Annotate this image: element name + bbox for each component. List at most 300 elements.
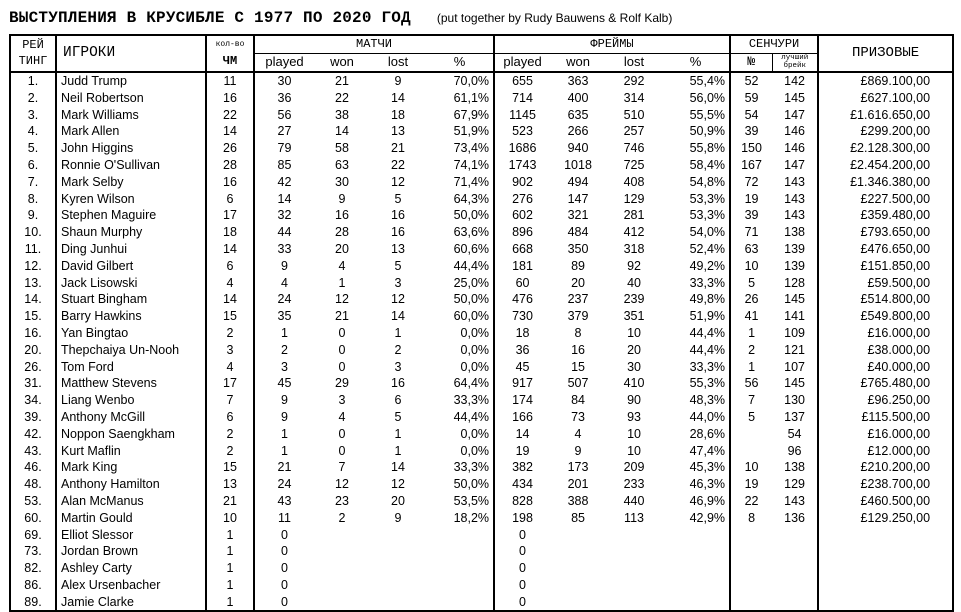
championships-cell: 16 [206,89,254,106]
matches-pct-cell: 60,6% [426,241,494,258]
frames-pct-cell [662,593,730,611]
matches-lost-cell: 14 [391,90,405,105]
matches-lost-cell [370,526,426,543]
best-break-cell: 54 [772,425,818,442]
matches-won-cell [314,526,370,543]
matches-pct-cell: 50,0% [426,291,494,308]
matches-lost-cell: 12 [391,174,405,189]
matches-lost-cell: 3 [394,359,402,374]
frames-pct-cell: 55,3% [662,375,730,392]
centuries-count-cell [730,425,772,442]
name-cell: Shaun Murphy [56,224,206,241]
table-row [10,224,953,241]
page-title: ВЫСТУПЛЕНИЯ В КРУСИБЛЕ С 1977 ПО 2020 ГОД [9,9,411,27]
rank-cell: 14. [10,291,56,308]
matches-played-cell: 0 [281,527,288,542]
frames-lost-cell: 10 [627,325,641,340]
matches-pct-cell: 74,1% [426,157,494,174]
prize-money-cell: £38.000,00 [818,341,953,358]
centuries-count-cell: 22 [744,493,759,508]
centuries-count-cell [730,593,772,611]
matches-won-cell: 0 [338,443,346,458]
frames-pct-cell: 58,4% [662,157,730,174]
table-row [10,476,953,493]
championships-cell: 6 [206,257,254,274]
matches-played-cell: 21 [277,460,292,475]
matches-pct-cell: 53,5% [426,493,494,510]
prize-money-cell: £59.500,00 [818,274,953,291]
prize-money-cell: £549.800,00 [818,308,953,325]
matches-pct-cell: 63,6% [426,224,494,241]
centuries-count-cell [730,560,772,577]
rank-cell: 39. [10,409,56,426]
header-frames-lost: lost [606,53,662,71]
frames-played-cell: 276 [512,191,533,206]
matches-won-cell: 12 [335,292,349,307]
frames-won-cell: 73 [571,409,585,424]
name-cell: Anthony McGill [56,409,206,426]
matches-played-cell: 2 [281,342,288,357]
frames-won-cell: 20 [571,275,585,290]
frames-played-cell: 382 [512,460,533,475]
championships-cell: 28 [206,157,254,174]
frames-played-cell: 668 [512,241,533,256]
frames-pct-cell: 45,3% [662,459,730,476]
frames-won-cell: 173 [567,460,589,475]
name-cell: Thepchaiya Un-Nooh [56,341,206,358]
name-cell: Jack Lisowski [56,274,206,291]
frames-lost-cell [606,526,662,543]
table-row [10,325,953,342]
table-body [10,72,953,612]
header-matches-pct: % [426,53,494,71]
matches-lost-cell: 16 [391,225,405,240]
frames-played-cell: 36 [515,342,530,357]
matches-won-cell: 12 [335,477,349,492]
matches-played-cell: 9 [281,258,288,273]
frames-played-cell: 0 [519,577,526,592]
table-row [10,89,953,106]
name-cell: John Higgins [56,140,206,157]
matches-lost-cell: 18 [391,107,405,122]
championships-cell: 1 [206,560,254,577]
matches-lost-cell [370,560,426,577]
frames-played-cell: 902 [512,174,533,189]
matches-pct-cell: 18,2% [426,509,494,526]
centuries-count-cell: 1 [748,325,756,340]
rank-cell: 1. [10,72,56,90]
matches-lost-cell: 1 [394,443,402,458]
matches-played-cell: 1 [281,325,288,340]
centuries-count-cell: 2 [748,342,756,357]
rank-cell: 26. [10,358,56,375]
frames-played-cell: 19 [515,443,530,458]
frames-played-cell: 198 [512,510,533,525]
frames-pct-cell: 46,9% [662,493,730,510]
matches-pct-cell: 0,0% [426,325,494,342]
frames-played-cell: 181 [512,258,533,273]
matches-pct-cell: 0,0% [426,442,494,459]
matches-won-cell: 23 [335,493,349,508]
frames-played-cell: 0 [519,527,526,542]
frames-won-cell: 15 [571,359,585,374]
rank-cell: 5. [10,140,56,157]
rank-cell: 7. [10,173,56,190]
championships-cell: 3 [206,341,254,358]
centuries-count-cell: 41 [744,309,759,324]
rank-cell: 86. [10,577,56,594]
matches-played-cell: 24 [277,477,292,492]
frames-won-cell: 8 [574,325,582,340]
header-matches: МАТЧИ [254,35,494,53]
frames-pct-cell [662,560,730,577]
frames-lost-cell: 113 [624,510,644,525]
best-break-cell: 139 [772,257,818,274]
header-row-groups [10,35,953,53]
frames-played-cell: 1145 [509,107,536,122]
frames-lost-cell: 318 [623,241,645,256]
centuries-count-cell: 71 [744,225,759,240]
rank-cell: 10. [10,224,56,241]
frames-won-cell: 507 [567,376,589,391]
matches-pct-cell: 0,0% [426,425,494,442]
header-best-break [772,53,818,71]
rank-cell: 46. [10,459,56,476]
frames-played-cell: 714 [512,90,533,105]
table-row [10,257,953,274]
matches-lost-cell: 6 [394,393,402,408]
frames-won-cell: 635 [567,107,589,122]
frames-lost-cell: 209 [623,460,645,475]
table-row [10,593,953,611]
prize-money-cell: £627.100,00 [818,89,953,106]
frames-won-cell: 85 [571,510,585,525]
matches-won-cell: 0 [338,325,346,340]
name-cell: Alan McManus [56,493,206,510]
frames-won-cell: 321 [567,208,589,223]
matches-lost-cell: 5 [394,191,402,206]
header-prize-money: ПРИЗОВЫЕ [818,35,953,72]
championships-cell: 4 [206,358,254,375]
matches-won-cell: 9 [338,191,346,206]
frames-played-cell: 14 [515,426,530,441]
table-row [10,72,953,90]
table-row [10,106,953,123]
matches-lost-cell: 14 [391,309,405,324]
frames-pct-cell: 50,9% [662,123,730,140]
championships-cell: 10 [206,509,254,526]
header-matches-won: won [314,53,370,71]
crucible-stats-table [9,34,954,612]
header-champ-line2: ЧМ [222,54,238,69]
table-row [10,560,953,577]
name-cell: Stephen Maguire [56,207,206,224]
table-row [10,425,953,442]
prize-money-cell: £793.650,00 [818,224,953,241]
rank-cell: 13. [10,274,56,291]
championships-cell: 22 [206,106,254,123]
matches-won-cell: 30 [335,174,349,189]
championships-cell: 1 [206,577,254,594]
best-break-cell: 143 [772,207,818,224]
rank-cell: 69. [10,526,56,543]
header-centuries: СЕНЧУРИ [730,35,818,53]
frames-lost-cell: 10 [627,426,641,441]
centuries-count-cell [730,442,772,459]
championships-cell: 15 [206,459,254,476]
frames-lost-cell: 30 [627,359,641,374]
matches-lost-cell: 9 [394,510,402,525]
matches-played-cell: 56 [277,107,292,122]
matches-played-cell: 35 [277,309,292,324]
matches-played-cell: 85 [277,157,292,172]
rank-cell: 48. [10,476,56,493]
centuries-count-cell: 63 [744,241,759,256]
matches-won-cell [314,543,370,560]
frames-played-cell: 60 [515,275,530,290]
name-cell: Mark King [56,459,206,476]
matches-won-cell [314,560,370,577]
header-players: ИГРОКИ [56,35,206,72]
matches-lost-cell: 20 [391,493,405,508]
best-break-cell: 147 [772,157,818,174]
frames-won-cell [550,593,606,611]
frames-lost-cell: 314 [623,90,645,105]
matches-lost-cell: 16 [391,208,405,223]
matches-won-cell: 0 [338,359,346,374]
frames-played-cell: 896 [512,225,533,240]
matches-played-cell: 33 [277,241,292,256]
header-frames: ФРЕЙМЫ [494,35,730,53]
centuries-count-cell: 5 [748,409,756,424]
rank-cell: 82. [10,560,56,577]
frames-won-cell [550,526,606,543]
frames-lost-cell: 90 [627,393,641,408]
name-cell: Stuart Bingham [56,291,206,308]
name-cell: Noppon Saengkham [56,425,206,442]
best-break-cell: 145 [772,291,818,308]
matches-played-cell: 1 [281,426,288,441]
name-cell: Anthony Hamilton [56,476,206,493]
centuries-count-cell: 7 [748,393,756,408]
centuries-count-cell: 54 [744,107,759,122]
matches-played-cell: 43 [277,493,292,508]
frames-lost-cell: 40 [627,275,641,290]
frames-lost-cell: 351 [623,309,645,324]
matches-won-cell: 1 [338,275,346,290]
frames-pct-cell: 42,9% [662,509,730,526]
rank-cell: 31. [10,375,56,392]
centuries-count-cell: 26 [744,292,759,307]
frames-lost-cell: 410 [623,376,645,391]
centuries-count-cell: 72 [744,174,759,189]
matches-lost-cell: 5 [394,258,402,273]
frames-won-cell: 379 [567,309,589,324]
matches-won-cell: 2 [338,510,346,525]
matches-pct-cell: 33,3% [426,459,494,476]
header-matches-lost: lost [370,53,426,71]
frames-lost-cell [606,593,662,611]
frames-pct-cell [662,577,730,594]
championships-cell: 1 [206,543,254,560]
prize-money-cell: £514.800,00 [818,291,953,308]
frames-played-cell: 18 [515,325,530,340]
matches-pct-cell [426,577,494,594]
matches-played-cell: 4 [281,275,288,290]
frames-pct-cell: 53,3% [662,207,730,224]
frames-lost-cell: 412 [623,225,645,240]
best-break-cell [772,577,818,594]
frames-lost-cell: 239 [623,292,645,307]
prize-money-cell [818,577,953,594]
championships-cell: 14 [206,241,254,258]
matches-pct-cell: 60,0% [426,308,494,325]
frames-pct-cell: 53,3% [662,190,730,207]
matches-played-cell: 44 [277,225,292,240]
header-rank [10,35,56,72]
matches-pct-cell [426,593,494,611]
best-break-cell: 121 [772,341,818,358]
name-cell: Mark Allen [56,123,206,140]
matches-pct-cell: 61,1% [426,89,494,106]
rank-cell: 15. [10,308,56,325]
frames-pct-cell: 51,9% [662,308,730,325]
name-cell: Judd Trump [56,72,206,90]
frames-pct-cell [662,526,730,543]
best-break-cell: 143 [772,190,818,207]
matches-pct-cell: 33,3% [426,392,494,409]
frames-played-cell: 523 [512,124,533,139]
centuries-count-cell: 150 [741,141,762,156]
best-break-cell: 137 [772,409,818,426]
best-break-cell: 136 [772,509,818,526]
frames-pct-cell: 44,4% [662,325,730,342]
matches-pct-cell [426,543,494,560]
table-row [10,577,953,594]
matches-won-cell: 29 [335,376,349,391]
table-row [10,493,953,510]
matches-lost-cell: 22 [391,157,405,172]
frames-played-cell: 917 [512,376,533,391]
table-row [10,241,953,258]
name-cell: Elliot Slessor [56,526,206,543]
best-break-cell: 96 [772,442,818,459]
championships-cell: 14 [206,291,254,308]
matches-pct-cell [426,526,494,543]
frames-played-cell: 828 [512,493,533,508]
title-bar [9,9,672,33]
matches-lost-cell: 1 [394,325,402,340]
frames-won-cell: 484 [567,225,589,240]
frames-lost-cell: 510 [623,107,645,122]
matches-lost-cell: 5 [394,409,402,424]
frames-pct-cell: 49,2% [662,257,730,274]
championships-cell: 21 [206,493,254,510]
matches-pct-cell: 71,4% [426,173,494,190]
matches-played-cell: 9 [281,409,288,424]
frames-played-cell: 602 [512,208,533,223]
frames-pct-cell: 48,3% [662,392,730,409]
table-row [10,173,953,190]
frames-won-cell: 16 [571,342,585,357]
header-matches-played: played [254,53,314,71]
matches-lost-cell: 16 [391,376,405,391]
credit-note: (put together by Rudy Bauwens & Rolf Kalb) [436,11,673,25]
table-row [10,543,953,560]
centuries-count-cell: 1 [748,359,756,374]
table-row [10,291,953,308]
centuries-count-cell: 10 [744,460,759,475]
matches-played-cell: 1 [281,443,288,458]
matches-pct-cell [426,560,494,577]
matches-won-cell: 3 [338,393,346,408]
championships-cell: 15 [206,308,254,325]
best-break-cell [772,543,818,560]
rank-cell: 8. [10,190,56,207]
best-break-cell [772,593,818,611]
championships-cell: 4 [206,274,254,291]
name-cell: Matthew Stevens [56,375,206,392]
championships-cell: 2 [206,325,254,342]
best-break-cell: 143 [772,493,818,510]
centuries-count-cell [730,526,772,543]
frames-pct-cell: 55,8% [662,140,730,157]
frames-pct-cell: 55,4% [662,72,730,90]
frames-played-cell: 476 [512,292,533,307]
header-centuries-count: № [730,53,772,71]
matches-lost-cell: 14 [391,460,405,475]
table-row [10,341,953,358]
name-cell: Yan Bingtao [56,325,206,342]
name-cell: Liang Wenbo [56,392,206,409]
best-break-cell [772,526,818,543]
prize-money-cell: £2.128.300,00 [818,140,953,157]
matches-won-cell: 4 [338,409,346,424]
frames-won-cell [550,543,606,560]
best-break-cell [772,560,818,577]
frames-lost-cell: 92 [627,258,641,273]
matches-won-cell: 63 [335,157,349,172]
prize-money-cell: £96.250,00 [818,392,953,409]
matches-lost-cell: 12 [391,292,405,307]
frames-won-cell: 147 [567,191,589,206]
best-break-cell: 130 [772,392,818,409]
name-cell: Mark Williams [56,106,206,123]
frames-won-cell: 400 [567,90,589,105]
championships-cell: 7 [206,392,254,409]
name-cell: Kyren Wilson [56,190,206,207]
matches-lost-cell [370,593,426,611]
frames-lost-cell: 725 [623,157,645,172]
centuries-count-cell: 59 [744,90,759,105]
centuries-count-cell: 5 [748,275,756,290]
frames-won-cell: 9 [574,443,582,458]
matches-lost-cell: 3 [394,275,402,290]
frames-lost-cell: 746 [623,141,645,156]
best-break-cell: 141 [772,308,818,325]
frames-played-cell: 1743 [508,157,537,172]
frames-lost-cell: 281 [623,208,645,223]
name-cell: Tom Ford [56,358,206,375]
name-cell: Mark Selby [56,173,206,190]
table-row [10,123,953,140]
best-break-cell: 138 [772,224,818,241]
name-cell: Jamie Clarke [56,593,206,611]
header-frames-pct: % [662,53,730,71]
table-row [10,308,953,325]
centuries-count-cell: 39 [744,124,759,139]
frames-pct-cell: 33,3% [662,274,730,291]
